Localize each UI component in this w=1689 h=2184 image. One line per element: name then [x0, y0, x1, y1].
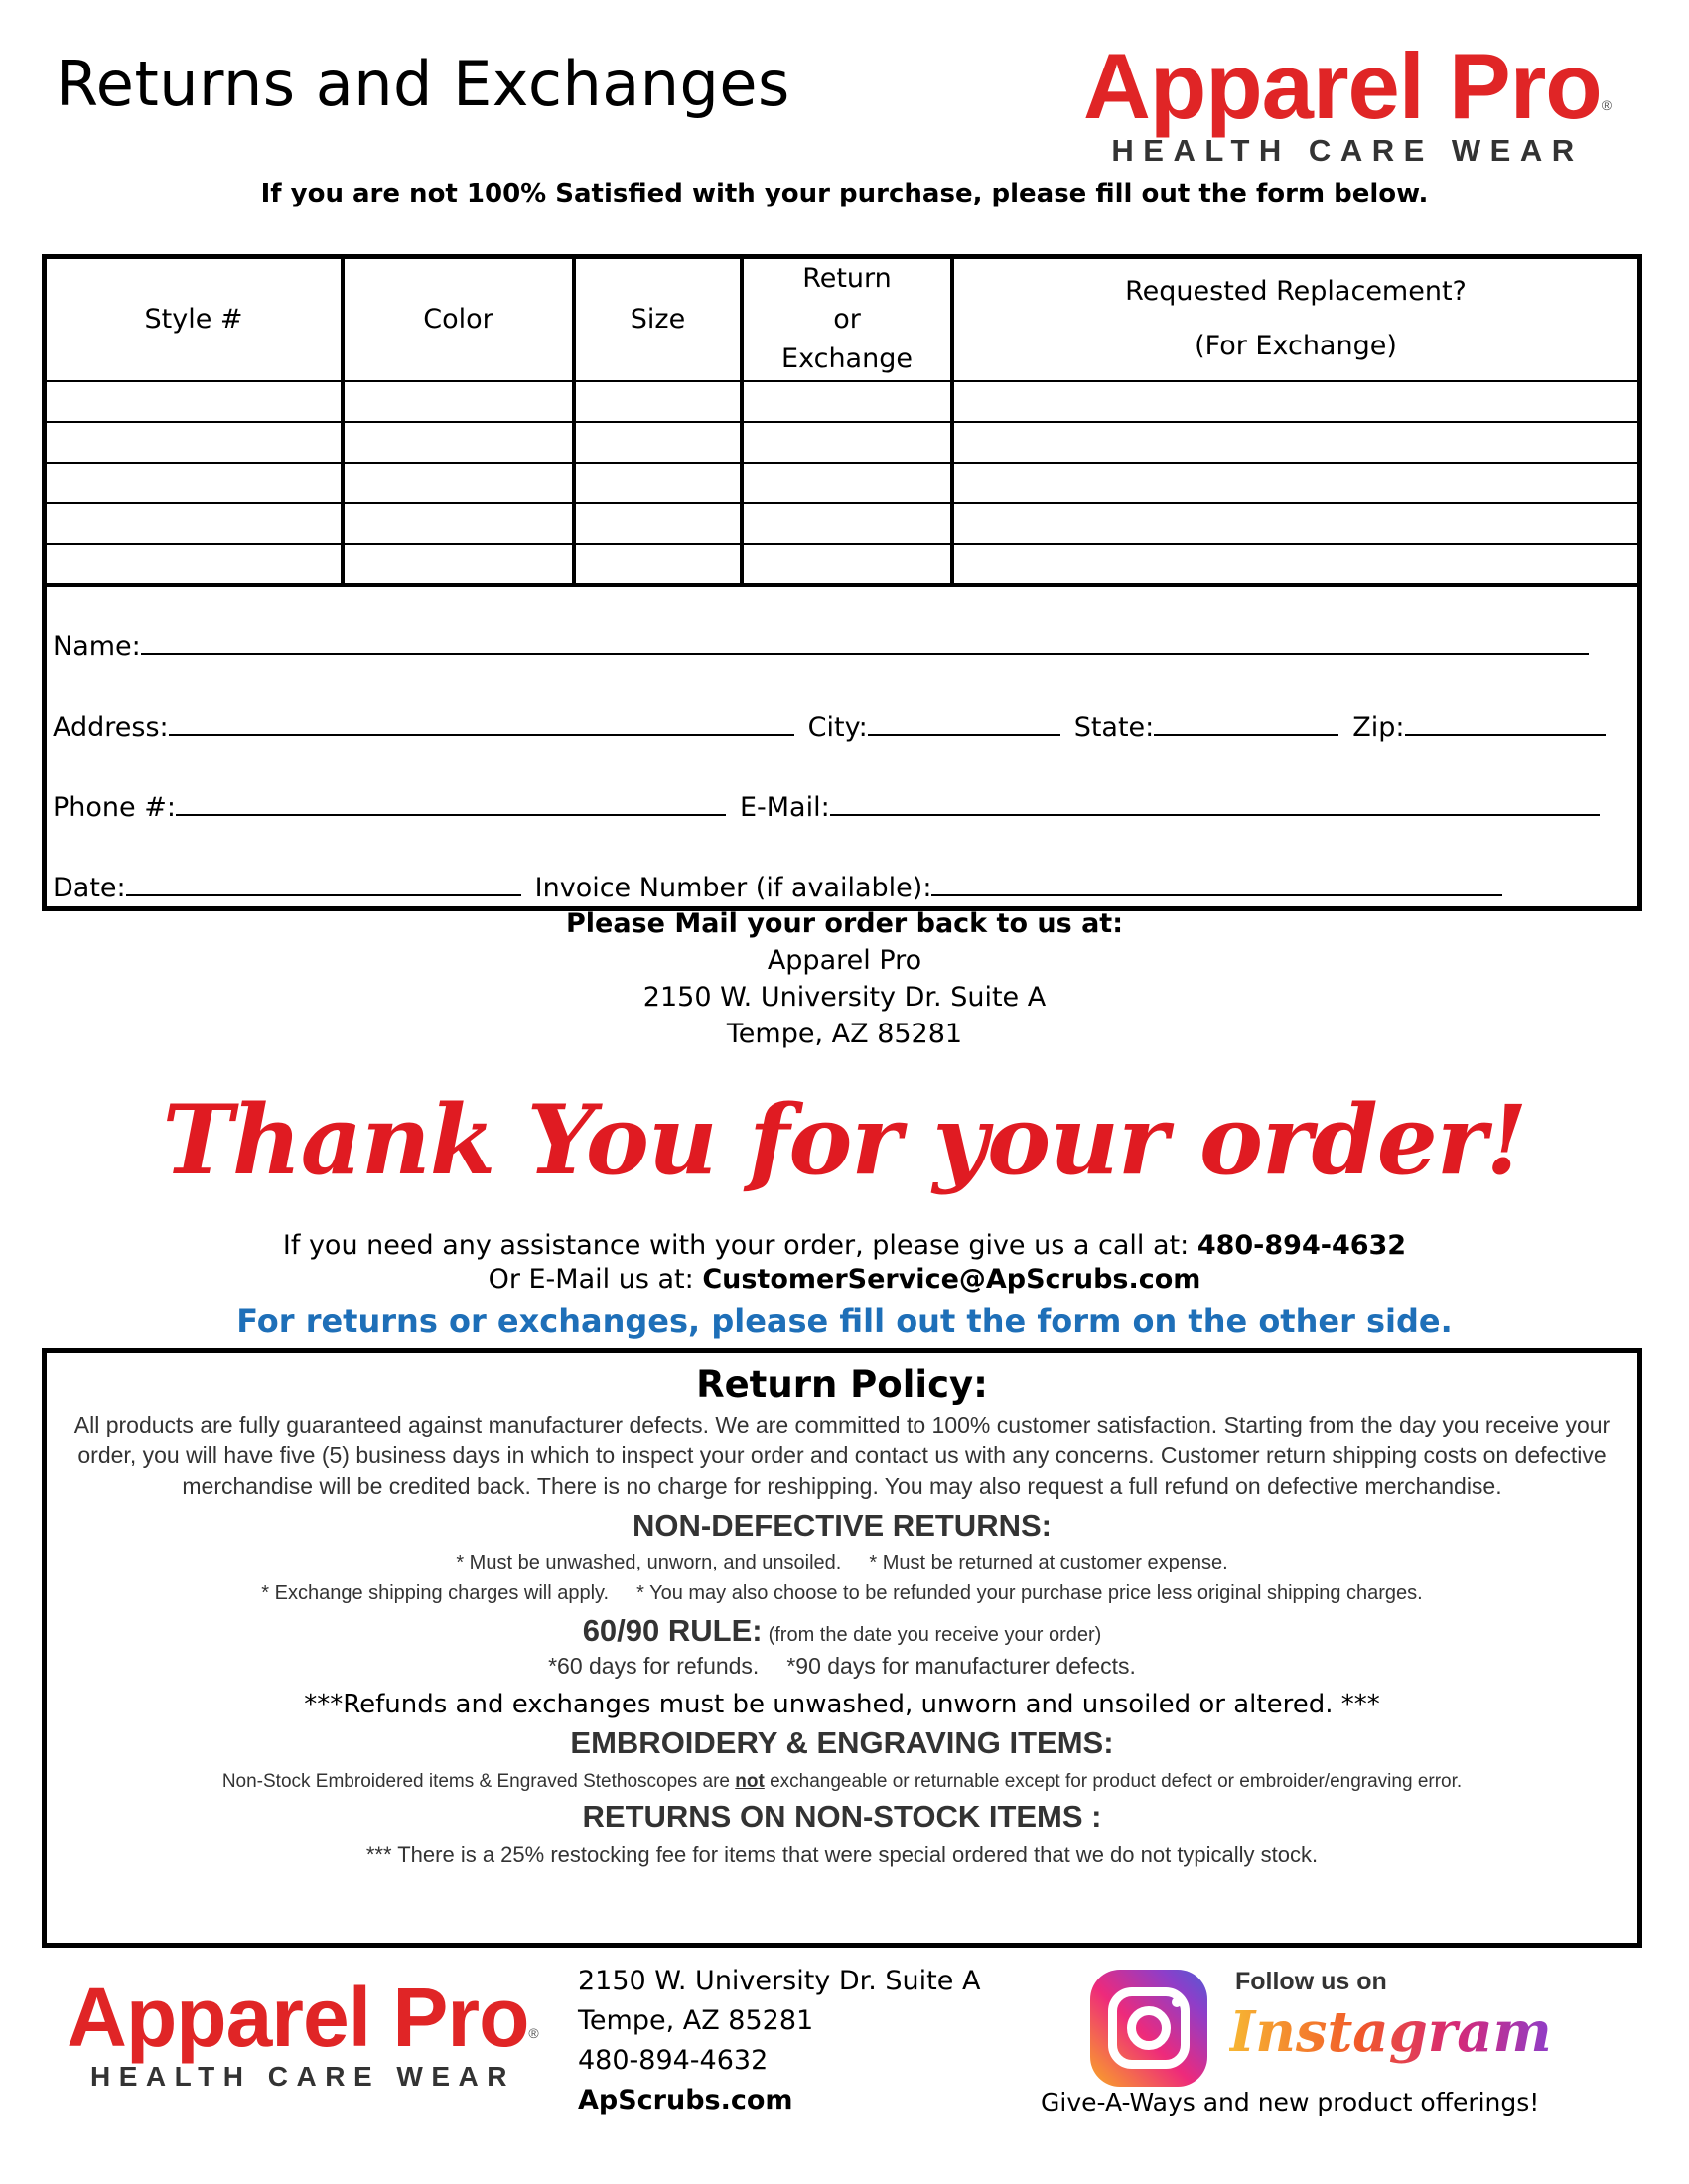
logo-tagline: HEALTH CARE WEAR [1111, 133, 1584, 168]
address-field[interactable] [169, 712, 794, 736]
table-row[interactable] [47, 544, 1637, 585]
cell-replacement[interactable] [952, 544, 1637, 585]
cell-return[interactable] [742, 381, 952, 422]
cell-color[interactable] [343, 463, 574, 503]
assistance-text: If you need any assistance with your order, please give us a call at: 480-894-4632 Or E-Mail us at: CustomerService@ApScrubs.com [282, 1230, 1407, 1295]
policy-title: Return Policy: [696, 1363, 988, 1406]
apparel-pro-logo [1069, 34, 1625, 168]
intro-text: If you are not 100% Satisfied with your purchase, please fill out the form below. [260, 179, 1429, 208]
rule-days: *60 days for refunds. *90 days for manufacturer defects. [548, 1653, 1136, 1679]
date-label: Date: [53, 873, 126, 903]
mail-street: 2150 W. University Dr. Suite A [642, 982, 1047, 1013]
name-label: Name: [53, 631, 141, 662]
return-form [42, 254, 1642, 911]
cell-replacement[interactable] [952, 503, 1637, 544]
contact-row [53, 792, 1614, 823]
refund-note: ***Refunds and exchanges must be unwashed, unworn and unsoiled or altered. *** [304, 1690, 1380, 1719]
invoice-label: Invoice Number (if available): [534, 873, 932, 903]
cell-size[interactable] [574, 381, 742, 422]
city-label: City: [807, 712, 868, 743]
phone-field[interactable] [176, 792, 726, 816]
footer-city: Tempe, AZ 85281 [578, 2005, 814, 2036]
mail-heading: Please Mail your order back to us at: [565, 908, 1124, 939]
instagram-promo[interactable] [1090, 1964, 1567, 2093]
table-row[interactable] [47, 381, 1637, 422]
zip-label: Zip: [1352, 712, 1405, 743]
cell-replacement[interactable] [952, 463, 1637, 503]
footer-phone[interactable]: 480-894-4632 [578, 2045, 769, 2076]
non-defective-heading: NON-DEFECTIVE RETURNS: [633, 1508, 1052, 1543]
cell-return[interactable] [742, 544, 952, 585]
footer-street: 2150 W. University Dr. Suite A [578, 1966, 981, 1996]
cell-size[interactable] [574, 422, 742, 463]
footer-address [578, 1962, 980, 2120]
col-return: Return or Exchange [742, 259, 952, 381]
name-row [53, 631, 1603, 662]
instagram-icon[interactable] [1090, 1970, 1207, 2087]
cell-return[interactable] [742, 463, 952, 503]
cell-style[interactable] [47, 503, 343, 544]
return-policy [42, 1348, 1642, 1948]
logo-brand: Apparel Pro® [1082, 34, 1613, 138]
items-table [47, 259, 1637, 587]
cell-style[interactable] [47, 422, 343, 463]
page-title: Returns and Exchanges [56, 48, 790, 120]
email-link[interactable]: CustomerService@ApScrubs.com [702, 1264, 1201, 1295]
follow-us-text: Follow us on [1235, 1968, 1387, 1995]
date-field[interactable] [126, 873, 521, 896]
col-replacement: Requested Replacement? (For Exchange) [952, 259, 1637, 381]
embroidery-text: Non-Stock Embroidered items & Engraved Stethoscopes are not exchangeable or returnable except for product defect or embroider/engraving error. [221, 1771, 1463, 1792]
mail-company: Apparel Pro [767, 945, 922, 976]
state-field[interactable] [1154, 712, 1338, 736]
nonstock-heading: RETURNS ON NON-STOCK ITEMS : [582, 1799, 1102, 1834]
instagram-wordmark: Instagram [1229, 1999, 1552, 2065]
logo-brand: Apparel Pro® [67, 1971, 539, 2064]
restock-text: *** There is a 25% restocking fee for items that were special ordered that we do not typically stock. [365, 1843, 1319, 1867]
table-row[interactable] [47, 422, 1637, 463]
non-defective-line-1: * Must be unwashed, unworn, and unsoiled. * Must be returned at customer expense. [456, 1552, 1228, 1573]
returns-note: For returns or exchanges, please fill out the form on the other side. [236, 1302, 1453, 1340]
city-field[interactable] [868, 712, 1060, 736]
mail-city: Tempe, AZ 85281 [726, 1019, 963, 1049]
address-label: Address: [53, 712, 169, 743]
non-defective-line-2: * Exchange shipping charges will apply. * You may also choose to be refunded your purchase price less original shipping charges. [261, 1582, 1423, 1604]
email-field[interactable] [830, 792, 1600, 816]
footer-website[interactable]: ApScrubs.com [578, 2085, 793, 2116]
address-row [53, 712, 1619, 743]
apparel-pro-logo-footer [40, 1971, 566, 2092]
cell-color[interactable] [343, 422, 574, 463]
cell-return[interactable] [742, 422, 952, 463]
cell-size[interactable] [574, 503, 742, 544]
invoice-field[interactable] [931, 873, 1502, 896]
cell-return[interactable] [742, 503, 952, 544]
cell-style[interactable] [47, 381, 343, 422]
zip-field[interactable] [1405, 712, 1606, 736]
email-label: E-Mail: [739, 792, 830, 823]
logo-tagline: HEALTH CARE WEAR [90, 2061, 515, 2092]
cell-size[interactable] [574, 463, 742, 503]
cell-style[interactable] [47, 463, 343, 503]
rule-heading: 60/90 RULE: (from the date you receive your order) [582, 1613, 1102, 1648]
col-size: Size [574, 259, 742, 381]
table-row[interactable] [47, 463, 1637, 503]
cell-style[interactable] [47, 544, 343, 585]
phone-label: Phone #: [53, 792, 176, 823]
col-color: Color [343, 259, 574, 381]
mail-address [0, 905, 1689, 1052]
cell-color[interactable] [343, 503, 574, 544]
date-row [53, 873, 1516, 903]
col-style: Style # [47, 259, 343, 381]
cell-color[interactable] [343, 381, 574, 422]
state-label: State: [1073, 712, 1155, 743]
cell-size[interactable] [574, 544, 742, 585]
policy-body: All products are fully guaranteed against manufacturer defects. We are committed to 100% customer satisfaction. Starting from the day you receive your order, you will have five (5) business days in which to inspect your order and contact us with any concerns. Customer return shipping costs on defective merchandise will be credited back. There is no charge for reshipping. You may also request a full refund on defective merchandise. [73, 1412, 1611, 1499]
cell-replacement[interactable] [952, 381, 1637, 422]
thank-you-banner: Thank You for your order! [162, 1084, 1527, 1196]
cell-color[interactable] [343, 544, 574, 585]
giveaways-text: Give-A-Ways and new product offerings! [1041, 2088, 1540, 2116]
name-field[interactable] [141, 631, 1589, 655]
phone-link[interactable]: 480-894-4632 [1196, 1230, 1407, 1261]
embroidery-heading: EMBROIDERY & ENGRAVING ITEMS: [570, 1725, 1114, 1760]
table-row[interactable] [47, 503, 1637, 544]
cell-replacement[interactable] [952, 422, 1637, 463]
